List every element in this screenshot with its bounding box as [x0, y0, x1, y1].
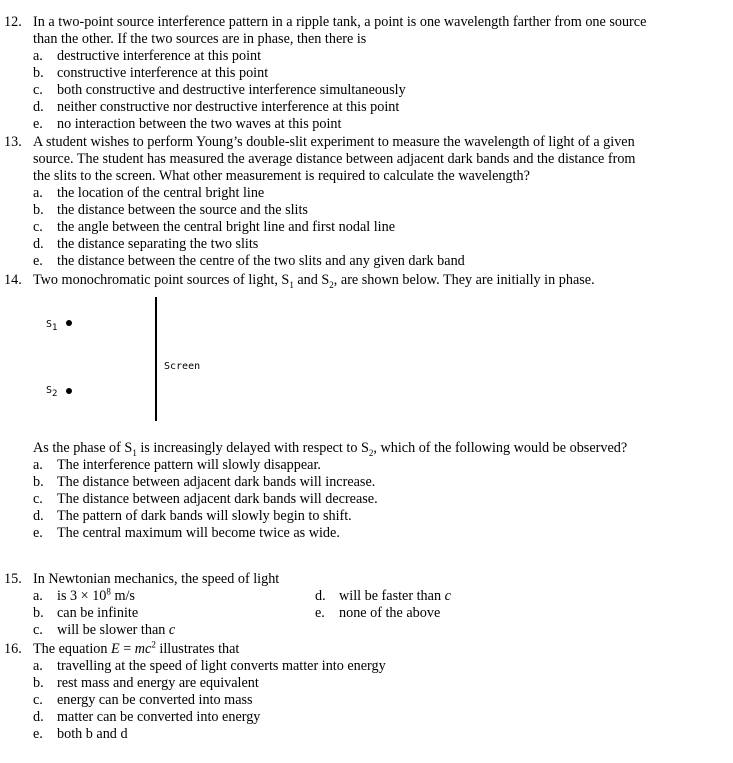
question-stem	[33, 14, 683, 48]
question-stem: The equation $E = mc^2$ illustrates that	[33, 639, 240, 657]
question-number: 14.	[4, 272, 22, 288]
stem-line: the slits to the screen. What other measurement is required to calculate the wavelength?	[33, 168, 530, 184]
option-a: a. is $3 \times 10^8$ m/s	[33, 586, 135, 604]
question-number: 16.	[4, 641, 22, 657]
question-14-prompt: As the phase of $S_1$ is increasingly delayed with respect to $S_2$, which of the following would be observed?	[33, 440, 628, 458]
question-number: 12.	[4, 14, 22, 30]
question-number: 15.	[4, 571, 22, 587]
option-d: d. will be faster than c	[315, 588, 451, 604]
stem-line: source. The student has measured the average distance between adjacent dark bands and the distance from	[33, 151, 636, 167]
source-s1-dot	[66, 320, 72, 326]
stem-line: A student wishes to perform Young’s double-slit experiment to measure the wavelength of light of a given	[33, 134, 635, 150]
source-s2-label: $S_2$	[46, 385, 58, 399]
question-stem: Two monochromatic point sources of light, $S_1$ and $S_2$, are shown below. They are initially in phase.	[33, 272, 595, 290]
screen-label: Screen	[164, 361, 201, 372]
stem-line: than the other. If the two sources are in phase, then there is	[33, 31, 367, 47]
option-c: c. will be slower than c	[33, 622, 176, 638]
question-number: 13.	[4, 134, 22, 150]
question-stem: In Newtonian mechanics, the speed of light	[33, 571, 280, 587]
stem-line: In a two-point source interference pattern in a ripple tank, a point is one wavelength farther from one source	[33, 14, 647, 30]
source-s1-label: $S_1$	[46, 319, 58, 333]
source-s2-dot	[66, 388, 72, 394]
figure-sources-screen	[0, 294, 733, 424]
option-b: b. can be infinite	[33, 605, 139, 621]
screen-line	[155, 297, 157, 421]
question-stem	[33, 134, 683, 185]
option-e: e. none of the above	[315, 605, 441, 621]
